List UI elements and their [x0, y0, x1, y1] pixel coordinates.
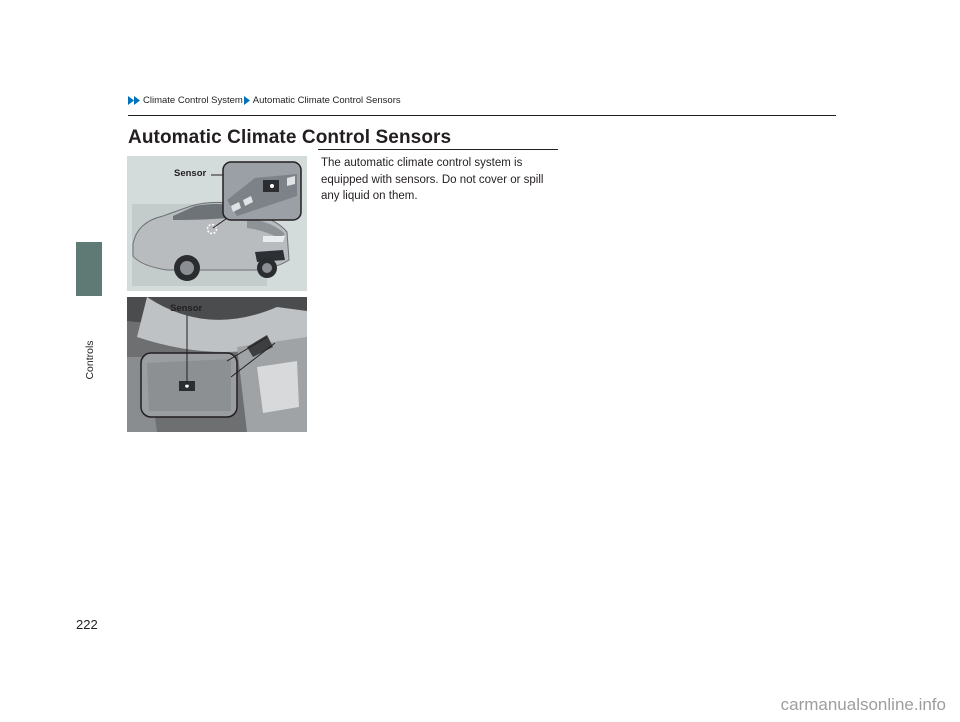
breadcrumb [128, 95, 401, 106]
figure-interior [127, 297, 307, 432]
section-title: Automatic Climate Control Sensors [128, 127, 452, 148]
chapter-label-text: Controls [84, 340, 96, 380]
double-arrow-icon [128, 96, 141, 105]
sensor-label-top: Sensor [174, 168, 207, 179]
title-rule [318, 149, 558, 150]
page-number: 222 [76, 617, 98, 632]
section-body-text: The automatic climate control system is equipped with sensors. Do not cover or spill any liquid on them. [321, 157, 544, 202]
sensor-label-bottom: Sensor [170, 303, 203, 314]
breadcrumb-item-automatic-climate-control-sensors[interactable]: Automatic Climate Control Sensors [252, 95, 401, 106]
arrow-icon [244, 96, 251, 105]
header-rule [128, 115, 836, 116]
chapter-tab [76, 242, 102, 296]
breadcrumb-item-climate-control-system[interactable]: Climate Control System [143, 95, 243, 106]
figure-car-exterior [127, 156, 307, 291]
interior-illustration [127, 297, 307, 432]
car-exterior-illustration [127, 156, 307, 291]
watermark: carmanualsonline.info [780, 695, 946, 714]
chapter-label [82, 330, 98, 390]
